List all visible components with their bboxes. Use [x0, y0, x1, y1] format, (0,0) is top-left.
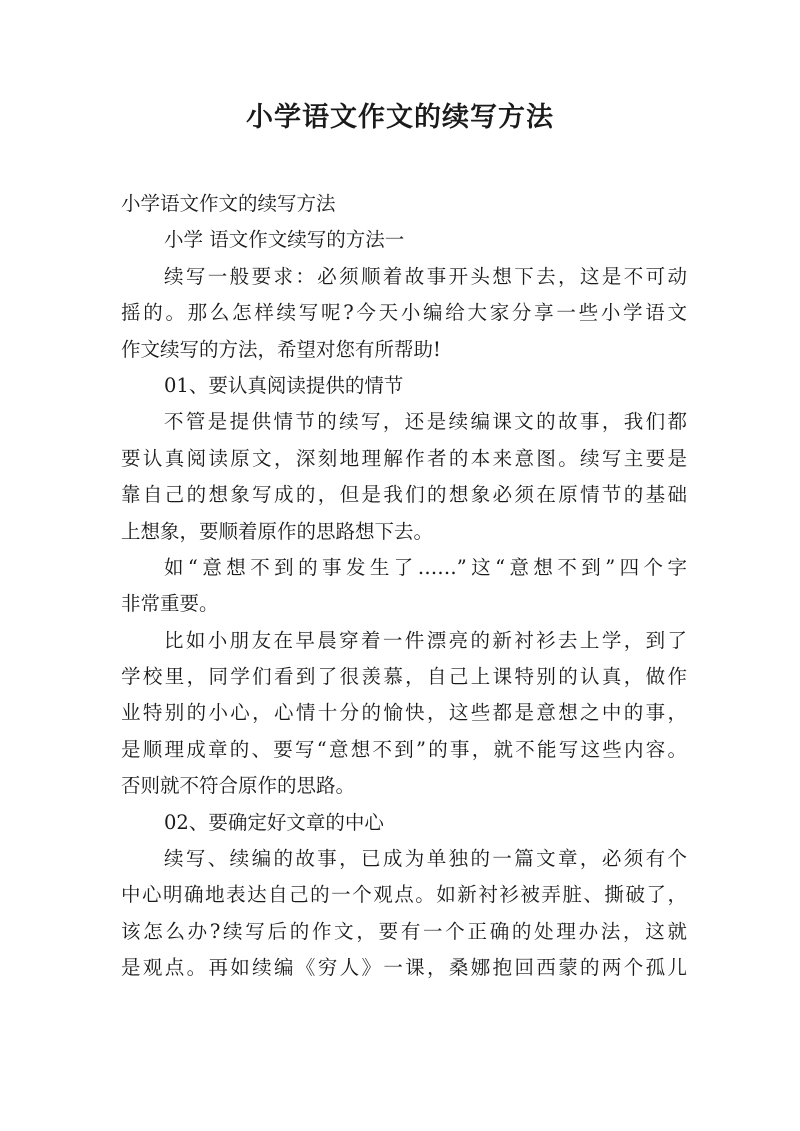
paragraph-line: 续写、续编的故事，已成为单独的一篇文章，必须有个: [164, 847, 687, 871]
document-title: 小学语文作文的续写方法: [246, 102, 554, 133]
paragraph-line: 中心明确地表达自己的一个观点。如新衬衫被弄脏、撕破了，: [121, 883, 687, 907]
paragraph-line: 靠自己的想象写成的，但是我们的想象必须在原情节的基础: [121, 483, 687, 507]
paragraph-line: 如“意想不到的事发生了……”这“意想不到”四个字: [164, 555, 687, 579]
paragraph-line: 作文续写的方法，希望对您有所帮助!: [121, 337, 441, 361]
paragraph-line: 上想象，要顺着原作的思路想下去。: [121, 519, 434, 543]
section-heading: 小学 语文作文续写的方法一: [164, 228, 405, 252]
subtitle-line: 小学语文作文的续写方法: [121, 192, 336, 215]
paragraph-line: 业特别的小心，心情十分的愉快，这些都是意想之中的事，: [121, 701, 687, 725]
section-heading: 01、要认真阅读提供的情节: [164, 373, 404, 397]
paragraph-line: 是观点。再如续编《穷人》一课，桑娜抱回西蒙的两个孤儿: [121, 956, 687, 980]
paragraph-line: 是顺理成章的、要写“意想不到”的事，就不能写这些内容。: [121, 737, 687, 761]
paragraph-line: 摇的。那么怎样续写呢?今天小编给大家分享一些小学语文: [121, 301, 687, 325]
paragraph-line: 比如小朋友在早晨穿着一件漂亮的新衬衫去上学，到了: [164, 628, 687, 652]
paragraph-line: 续写一般要求：必须顺着故事开头想下去，这是不可动: [164, 264, 687, 288]
paragraph-line: 否则就不符合原作的思路。: [121, 774, 356, 798]
paragraph-line: 该怎么办?续写后的作文，要有一个正确的处理办法，这就: [121, 919, 687, 943]
document-body: [121, 186, 687, 987]
paragraph-line: 要认真阅读原文，深刻地理解作者的本来意图。续写主要是: [121, 446, 687, 470]
section-heading: 02、要确定好文章的中心: [164, 810, 384, 834]
paragraph-line: 不管是提供情节的续写，还是续编课文的故事，我们都: [164, 410, 687, 434]
paragraph-line: 非常重要。: [121, 592, 219, 616]
paragraph-line: 学校里，同学们看到了很羡慕，自己上课特别的认真，做作: [121, 665, 687, 689]
